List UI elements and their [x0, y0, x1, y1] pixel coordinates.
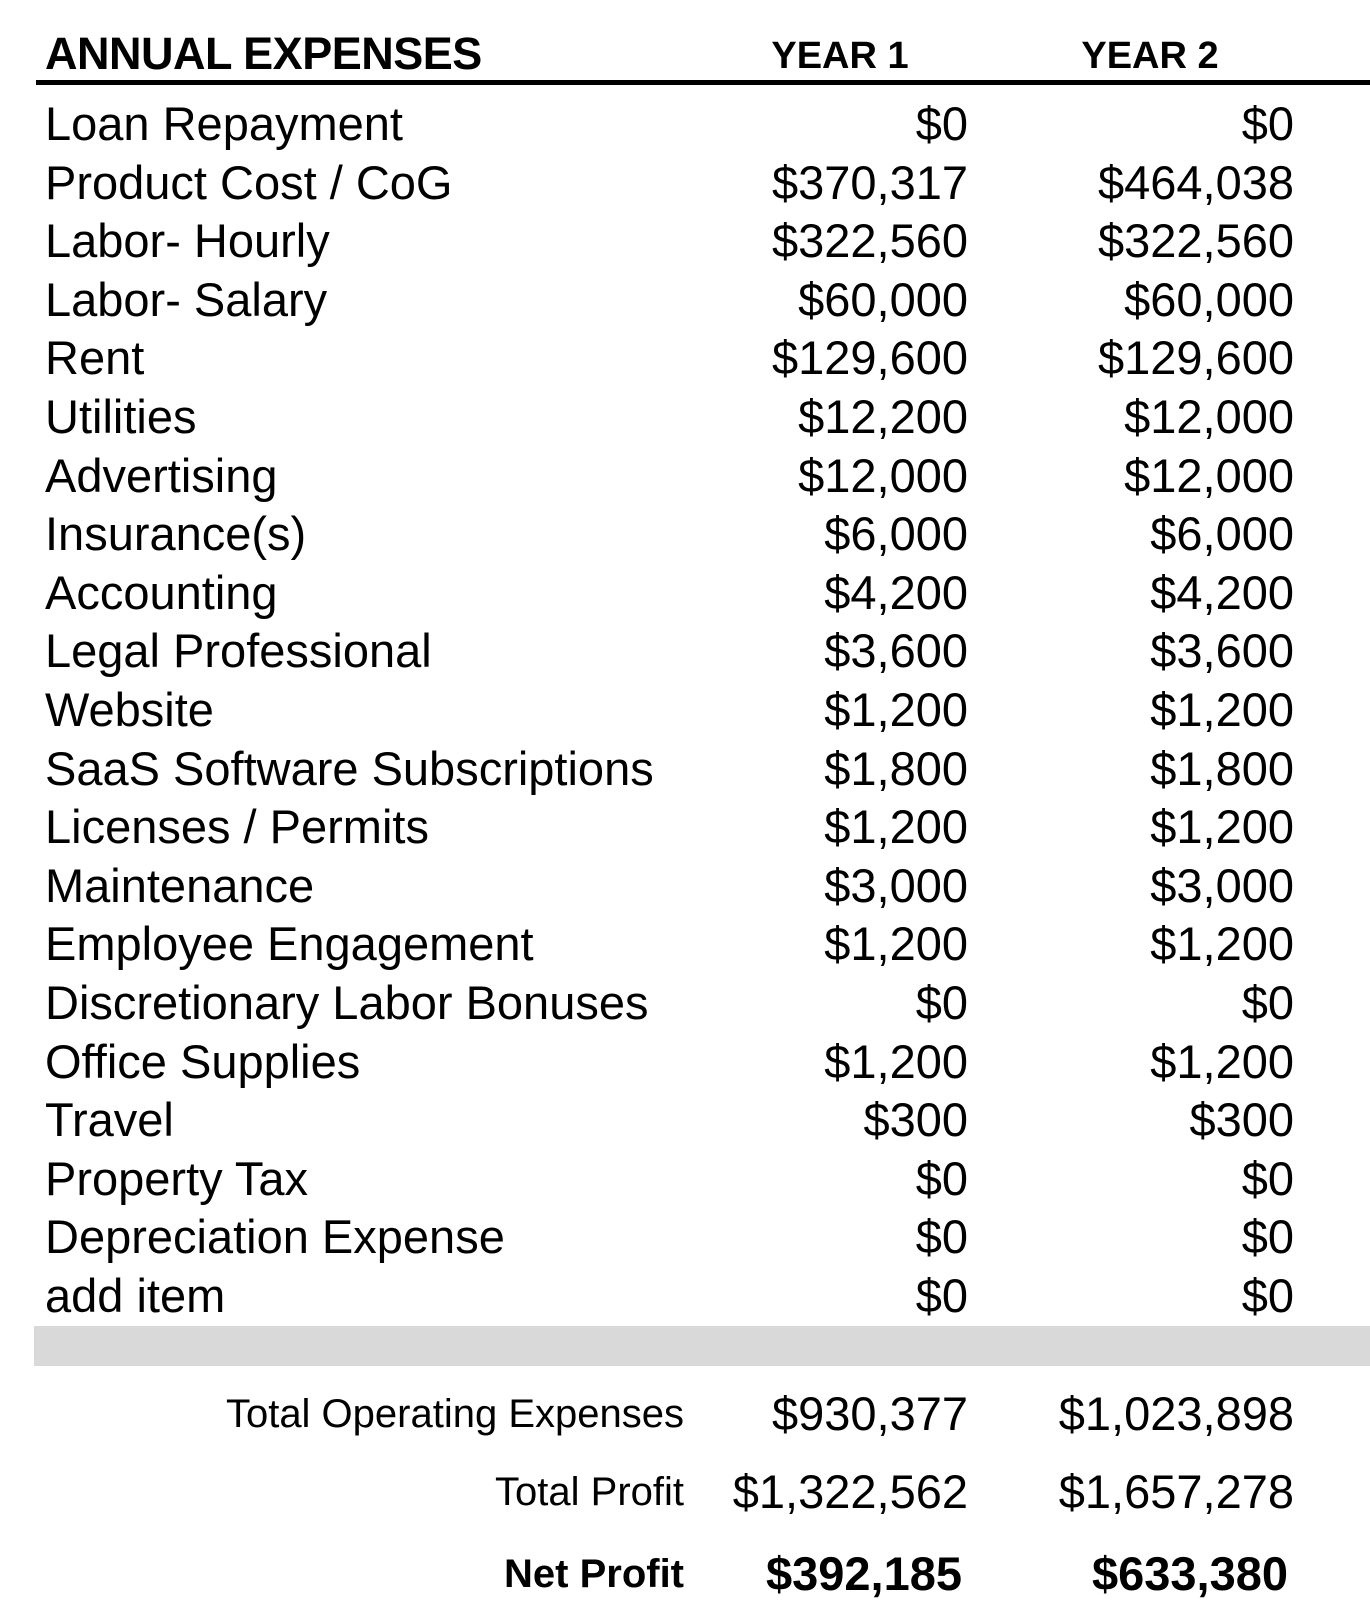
expense-label: Office Supplies [45, 1034, 361, 1088]
separator-band [34, 1326, 1370, 1366]
expense-year-2-value: $464,038 [1097, 155, 1294, 209]
expense-row [0, 1208, 1370, 1267]
expense-row [0, 798, 1370, 857]
expense-row [0, 857, 1370, 916]
expense-year-2-value: $12,000 [1124, 389, 1294, 443]
expense-year-2-value: $0 [1241, 1210, 1294, 1264]
expense-year-1-value: $129,600 [771, 331, 968, 385]
total-operating-expenses-year-2: $1,023,898 [1058, 1387, 1294, 1440]
header-divider [36, 80, 1370, 85]
expense-label: Website [45, 682, 214, 736]
expense-row [0, 154, 1370, 213]
expense-row [0, 681, 1370, 740]
expense-year-1-value: $1,200 [824, 917, 968, 971]
expense-year-1-value: $12,000 [798, 448, 968, 502]
expense-row [0, 915, 1370, 974]
expense-year-2-value: $6,000 [1150, 507, 1294, 561]
expense-label: Labor- Salary [45, 272, 328, 326]
expense-label: Insurance(s) [45, 507, 307, 561]
expense-label: Labor- Hourly [45, 214, 330, 268]
net-profit-row [0, 1544, 1370, 1604]
expense-year-1-value: $322,560 [771, 214, 968, 268]
expense-row [0, 1150, 1370, 1209]
expense-year-2-value: $1,200 [1150, 917, 1294, 971]
expense-year-2-value: $1,200 [1150, 1034, 1294, 1088]
expense-year-2-value: $3,000 [1150, 858, 1294, 912]
expense-row [0, 271, 1370, 330]
expense-year-1-value: $12,200 [798, 389, 968, 443]
expense-label: Property Tax [45, 1151, 308, 1205]
net-profit-year-1: $392,185 [765, 1547, 962, 1600]
expense-label: Utilities [45, 389, 197, 443]
total-operating-expenses-row [0, 1384, 1370, 1444]
expense-year-1-value: $6,000 [824, 507, 968, 561]
expense-row [0, 564, 1370, 623]
expense-year-2-value: $300 [1189, 1093, 1294, 1147]
expense-year-1-value: $1,800 [824, 741, 968, 795]
expense-year-2-value: $1,200 [1150, 682, 1294, 736]
expense-label: Advertising [45, 448, 278, 502]
expense-row [0, 1267, 1370, 1326]
expense-row [0, 329, 1370, 388]
total-profit-row [0, 1462, 1370, 1522]
expense-year-2-value: $3,600 [1150, 624, 1294, 678]
expense-row [0, 740, 1370, 799]
total-operating-expenses-label: Total Operating Expenses [225, 1392, 684, 1436]
expense-year-1-value: $3,600 [824, 624, 968, 678]
expense-row [0, 95, 1370, 154]
expense-row [0, 974, 1370, 1033]
expense-year-2-value: $4,200 [1150, 565, 1294, 619]
expense-year-2-value: $12,000 [1124, 448, 1294, 502]
expense-year-1-value: $60,000 [798, 272, 968, 326]
expense-row [0, 1091, 1370, 1150]
expense-label: Legal Professional [45, 624, 432, 678]
expense-label: Accounting [45, 565, 278, 619]
expense-year-1-value: $1,200 [824, 1034, 968, 1088]
expense-year-1-value: $1,200 [824, 800, 968, 854]
expense-row [0, 622, 1370, 681]
expense-year-2-value: $0 [1241, 1268, 1294, 1322]
expense-label: Licenses / Permits [45, 800, 429, 854]
expense-year-2-value: $1,200 [1150, 800, 1294, 854]
expense-row [0, 505, 1370, 564]
expense-year-1-value: $0 [915, 97, 968, 150]
expense-year-2-value: $322,560 [1097, 214, 1294, 268]
expense-year-1-value: $1,200 [824, 682, 968, 736]
expense-row [0, 388, 1370, 447]
total-operating-expenses-year-1: $930,377 [771, 1387, 968, 1440]
expense-year-2-value: $0 [1241, 975, 1294, 1029]
expense-row [0, 447, 1370, 506]
expense-year-1-value: $300 [863, 1093, 968, 1147]
table-title: ANNUAL EXPENSES [45, 28, 482, 79]
expense-label: Travel [45, 1093, 174, 1147]
expense-label: add item [45, 1268, 226, 1322]
expense-rows [0, 95, 1370, 1325]
column-header-year-2: YEAR 2 [1081, 35, 1219, 77]
expense-year-1-value: $370,317 [771, 155, 968, 209]
expense-label: Employee Engagement [45, 917, 534, 971]
expense-year-2-value: $0 [1241, 1151, 1294, 1205]
expense-label: Rent [45, 331, 145, 385]
expense-year-1-value: $0 [915, 1151, 968, 1205]
expense-label: Depreciation Expense [45, 1210, 505, 1264]
expense-year-1-value: $3,000 [824, 858, 968, 912]
net-profit-year-2: $633,380 [1091, 1547, 1288, 1600]
table-header [0, 24, 1370, 80]
expense-year-1-value: $4,200 [824, 565, 968, 619]
expense-year-2-value: $0 [1241, 97, 1294, 150]
total-profit-label: Total Profit [495, 1470, 684, 1514]
net-profit-label: Net Profit [504, 1552, 684, 1596]
column-header-year-1: YEAR 1 [771, 35, 909, 77]
total-profit-year-2: $1,657,278 [1058, 1465, 1294, 1518]
expense-year-1-value: $0 [915, 975, 968, 1029]
total-profit-year-1: $1,322,562 [732, 1465, 968, 1518]
expense-year-1-value: $0 [915, 1268, 968, 1322]
expense-label: Maintenance [45, 858, 315, 912]
expense-row [0, 1033, 1370, 1092]
expense-year-2-value: $60,000 [1124, 272, 1294, 326]
expense-year-2-value: $129,600 [1097, 331, 1294, 385]
expense-row [0, 212, 1370, 271]
expense-label: Discretionary Labor Bonuses [45, 975, 649, 1029]
expense-label: Loan Repayment [45, 97, 403, 150]
expense-label: Product Cost / CoG [45, 155, 453, 209]
expense-label: SaaS Software Subscriptions [45, 741, 654, 795]
expense-year-2-value: $1,800 [1150, 741, 1294, 795]
expense-year-1-value: $0 [915, 1210, 968, 1264]
